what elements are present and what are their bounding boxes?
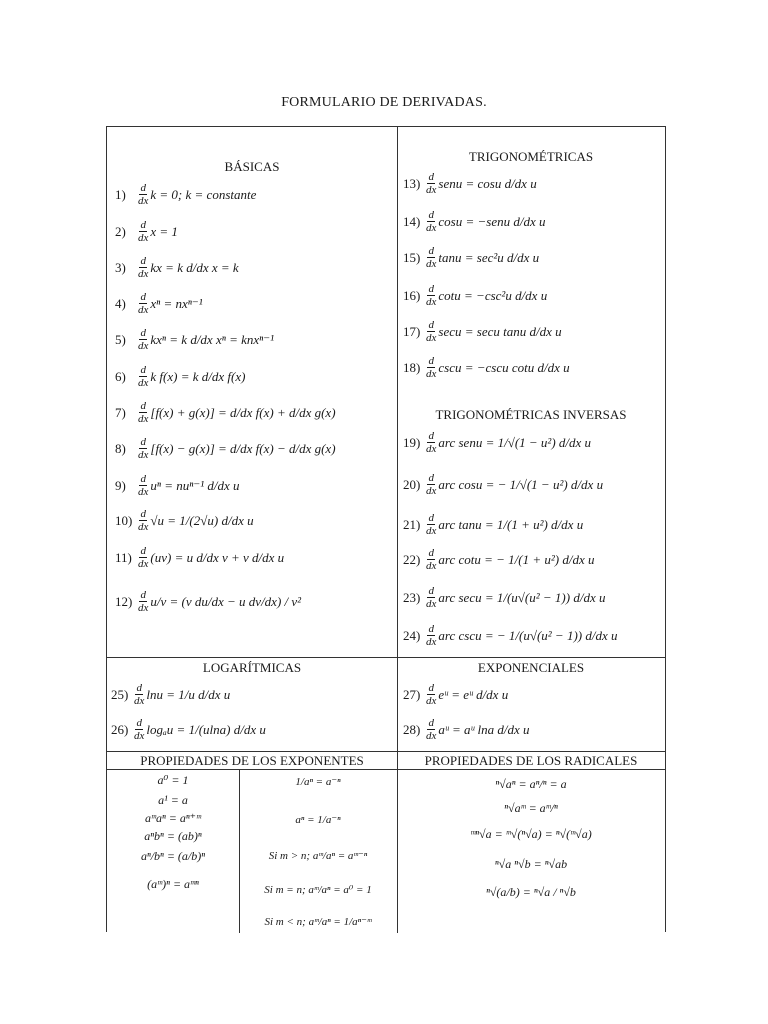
derivative-operator: d dx bbox=[426, 585, 437, 610]
derivative-operator: d dx bbox=[426, 245, 437, 270]
formula-number: 20) bbox=[403, 476, 421, 492]
formula-number: 16) bbox=[403, 287, 421, 303]
derivative-operator: d dx bbox=[138, 508, 149, 533]
derivative-operator: d dx bbox=[426, 717, 437, 742]
formula-number: 8) bbox=[115, 440, 126, 456]
derivative-operator: d dx bbox=[138, 364, 149, 389]
property-prop_rad-1: ⁿ√aⁿ = aⁿ/ⁿ = a bbox=[495, 777, 567, 791]
formula-expression: tanu = sec²u d/dx u bbox=[438, 249, 540, 265]
formula-number: 11) bbox=[115, 549, 132, 565]
derivative-operator: d dx bbox=[138, 327, 149, 352]
heading-exponenciales: EXPONENCIALES bbox=[477, 660, 585, 675]
row-divider-1 bbox=[107, 657, 665, 658]
heading-trigonometricas: TRIGONOMÉTRICAS bbox=[468, 149, 594, 164]
property-prop_exp_right-4: Si m = n; aᵐ/aⁿ = a⁰ = 1 bbox=[264, 884, 372, 896]
formula-expression: kx = k d/dx x = k bbox=[150, 259, 239, 275]
row-divider-3 bbox=[107, 769, 665, 770]
derivative-operator: d dx bbox=[138, 589, 149, 614]
derivative-operator: d dx bbox=[138, 219, 149, 244]
formula-exp-2 bbox=[403, 717, 530, 742]
formula-expression: arc tanu = 1/(1 + u²) d/dx u bbox=[438, 516, 584, 532]
derivative-operator: d dx bbox=[426, 623, 437, 648]
formula-log-1 bbox=[111, 682, 230, 707]
formula-expression: lnu = 1/u d/dx u bbox=[146, 686, 231, 702]
formula-number: 3) bbox=[115, 259, 126, 275]
formula-trig-2 bbox=[403, 209, 545, 234]
formula-number: 27) bbox=[403, 686, 421, 702]
formula-trig_inv-5 bbox=[403, 585, 605, 610]
formula-expression: k = 0; k = constante bbox=[150, 186, 257, 202]
formula-expression: (uv) = u d/dx v + v d/dx u bbox=[150, 549, 285, 565]
formula-expression: arc senu = 1/√(1 − u²) d/dx u bbox=[438, 434, 592, 450]
property-prop_exp_left-6: (aᵐ)ⁿ = aᵐⁿ bbox=[147, 877, 199, 891]
formula-trig_inv-3 bbox=[403, 512, 583, 537]
formula-expression: cotu = −csc²u d/dx u bbox=[438, 287, 548, 303]
formula-number: 5) bbox=[115, 331, 126, 347]
formula-basicas-7 bbox=[115, 400, 336, 425]
heading-propiedades-exponentes: PROPIEDADES DE LOS EXPONENTES bbox=[140, 753, 364, 768]
formula-number: 23) bbox=[403, 589, 421, 605]
derivative-operator: d dx bbox=[138, 473, 149, 498]
heading-logaritmicas: LOGARÍTMICAS bbox=[202, 660, 302, 675]
formula-trig-3 bbox=[403, 245, 539, 270]
formula-expression: √u = 1/(2√u) d/dx u bbox=[150, 512, 254, 528]
heading-propiedades-radicales: PROPIEDADES DE LOS RADICALES bbox=[424, 753, 638, 768]
formula-trig-6 bbox=[403, 355, 570, 380]
formula-number: 25) bbox=[111, 686, 129, 702]
formula-expression: arc cscu = − 1/(u√(u² − 1)) d/dx u bbox=[438, 627, 618, 643]
property-prop_exp_left-4: aⁿbⁿ = (ab)ⁿ bbox=[144, 829, 202, 843]
formula-number: 9) bbox=[115, 477, 126, 493]
row-divider-2 bbox=[107, 751, 665, 752]
property-prop_exp_left-1: a⁰ = 1 bbox=[157, 773, 189, 787]
derivative-operator: d dx bbox=[138, 436, 149, 461]
formula-expression: cosu = −senu d/dx u bbox=[438, 213, 546, 229]
property-prop_exp_left-3: aᵐaⁿ = aⁿ⁺ᵐ bbox=[145, 811, 201, 825]
heading-basicas: BÁSICAS bbox=[224, 159, 280, 174]
formula-expression: u/v = (v du/dx − u dv/dx) / v² bbox=[150, 593, 302, 609]
derivative-operator: d dx bbox=[426, 209, 437, 234]
derivative-operator: d dx bbox=[138, 545, 149, 570]
property-prop_exp_right-3: Si m > n; aᵐ/aⁿ = aᵐ⁻ⁿ bbox=[268, 850, 368, 862]
derivative-operator: d dx bbox=[426, 283, 437, 308]
formula-log-2 bbox=[111, 717, 266, 742]
formula-trig_inv-4 bbox=[403, 547, 595, 572]
formula-basicas-6 bbox=[115, 364, 245, 389]
property-prop_exp_right-2: aⁿ = 1/a⁻ⁿ bbox=[295, 814, 341, 826]
formula-trig-4 bbox=[403, 283, 547, 308]
formula-basicas-3 bbox=[115, 255, 239, 280]
formula-number: 6) bbox=[115, 368, 126, 384]
formula-number: 28) bbox=[403, 721, 421, 737]
formula-basicas-5 bbox=[115, 327, 274, 352]
formula-number: 4) bbox=[115, 295, 126, 311]
formula-expression: uⁿ = nuⁿ⁻¹ d/dx u bbox=[150, 477, 240, 493]
derivative-operator: d dx bbox=[134, 717, 145, 742]
formula-expression: logₐu = 1/(ulna) d/dx u bbox=[146, 721, 266, 737]
formula-expression: eᵘ = eᵘ d/dx u bbox=[438, 686, 509, 702]
formula-expression: senu = cosu d/dx u bbox=[438, 175, 537, 191]
formula-trig-5 bbox=[403, 319, 562, 344]
formula-basicas-10 bbox=[115, 508, 254, 533]
derivative-operator: d dx bbox=[134, 682, 145, 707]
formula-expression: [f(x) + g(x)] = d/dx f(x) + d/dx g(x) bbox=[150, 404, 336, 420]
derivative-operator: d dx bbox=[426, 512, 437, 537]
formula-basicas-8 bbox=[115, 436, 336, 461]
derivative-operator: d dx bbox=[426, 430, 437, 455]
formula-expression: aᵘ = aᵘ lna d/dx u bbox=[438, 721, 530, 737]
formula-number: 13) bbox=[403, 175, 421, 191]
derivative-operator: d dx bbox=[426, 547, 437, 572]
formula-expression: arc cosu = − 1/√(1 − u²) d/dx u bbox=[438, 476, 604, 492]
formula-number: 7) bbox=[115, 404, 126, 420]
formula-expression: [f(x) − g(x)] = d/dx f(x) − d/dx g(x) bbox=[150, 440, 336, 456]
property-prop_exp_right-1: 1/aⁿ = a⁻ⁿ bbox=[295, 776, 341, 788]
formula-expression: xⁿ = nxⁿ⁻¹ bbox=[150, 295, 203, 311]
derivative-operator: d dx bbox=[426, 355, 437, 380]
derivative-operator: d dx bbox=[426, 319, 437, 344]
formula-expression: kxⁿ = k d/dx xⁿ = knxⁿ⁻¹ bbox=[150, 331, 274, 347]
formula-number: 15) bbox=[403, 249, 421, 265]
formula-basicas-12 bbox=[115, 589, 301, 614]
property-prop_exp_left-2: a¹ = a bbox=[158, 793, 188, 807]
formula-number: 18) bbox=[403, 359, 421, 375]
property-prop_exp_left-5: aⁿ/bⁿ = (a/b)ⁿ bbox=[140, 849, 206, 863]
formula-basicas-11 bbox=[115, 545, 284, 570]
property-prop_rad-5: ⁿ√(a/b) = ⁿ√a / ⁿ√b bbox=[486, 885, 576, 899]
formula-number: 1) bbox=[115, 186, 126, 202]
derivative-operator: d dx bbox=[426, 171, 437, 196]
derivative-operator: d dx bbox=[138, 291, 149, 316]
formula-basicas-2 bbox=[115, 219, 178, 244]
page-title: FORMULARIO DE DERIVADAS. bbox=[281, 95, 487, 110]
property-prop_exp_right-5: Si m < n; aᵐ/aⁿ = 1/aⁿ⁻ᵐ bbox=[264, 916, 372, 928]
formula-trig_inv-2 bbox=[403, 472, 603, 497]
derivative-operator: d dx bbox=[138, 400, 149, 425]
formula-expression: k f(x) = k d/dx f(x) bbox=[150, 368, 246, 384]
derivative-operator: d dx bbox=[426, 472, 437, 497]
property-prop_rad-4: ⁿ√a ⁿ√b = ⁿ√ab bbox=[494, 857, 568, 871]
formula-table bbox=[106, 126, 666, 932]
derivative-operator: d dx bbox=[138, 182, 149, 207]
property-prop_rad-2: ⁿ√aᵐ = aᵐ/ⁿ bbox=[504, 801, 558, 815]
formula-number: 24) bbox=[403, 627, 421, 643]
formula-basicas-9 bbox=[115, 473, 240, 498]
formula-trig_inv-1 bbox=[403, 430, 591, 455]
formula-number: 17) bbox=[403, 323, 421, 339]
formula-expression: arc cotu = − 1/(1 + u²) d/dx u bbox=[438, 551, 595, 567]
formula-trig_inv-6 bbox=[403, 623, 618, 648]
formula-number: 14) bbox=[403, 213, 421, 229]
derivative-operator: d dx bbox=[426, 682, 437, 707]
formula-basicas-1 bbox=[115, 182, 256, 207]
formula-number: 21) bbox=[403, 516, 421, 532]
formula-number: 2) bbox=[115, 223, 126, 239]
formula-expression: arc secu = 1/(u√(u² − 1)) d/dx u bbox=[438, 589, 606, 605]
heading-trigonometricas-inversas: TRIGONOMÉTRICAS INVERSAS bbox=[435, 407, 627, 422]
formula-trig-1 bbox=[403, 171, 537, 196]
formula-number: 12) bbox=[115, 593, 133, 609]
formula-number: 22) bbox=[403, 551, 421, 567]
derivative-operator: d dx bbox=[138, 255, 149, 280]
formula-expression: x = 1 bbox=[150, 223, 178, 239]
property-prop_rad-3: ᵐⁿ√a = ᵐ√(ⁿ√a) = ⁿ√(ᵐ√a) bbox=[470, 827, 592, 841]
formula-basicas-4 bbox=[115, 291, 203, 316]
formula-expression: cscu = −cscu cotu d/dx u bbox=[438, 359, 570, 375]
formula-number: 19) bbox=[403, 434, 421, 450]
formula-expression: secu = secu tanu d/dx u bbox=[438, 323, 562, 339]
formula-number: 26) bbox=[111, 721, 129, 737]
formula-exp-1 bbox=[403, 682, 508, 707]
formula-number: 10) bbox=[115, 512, 133, 528]
